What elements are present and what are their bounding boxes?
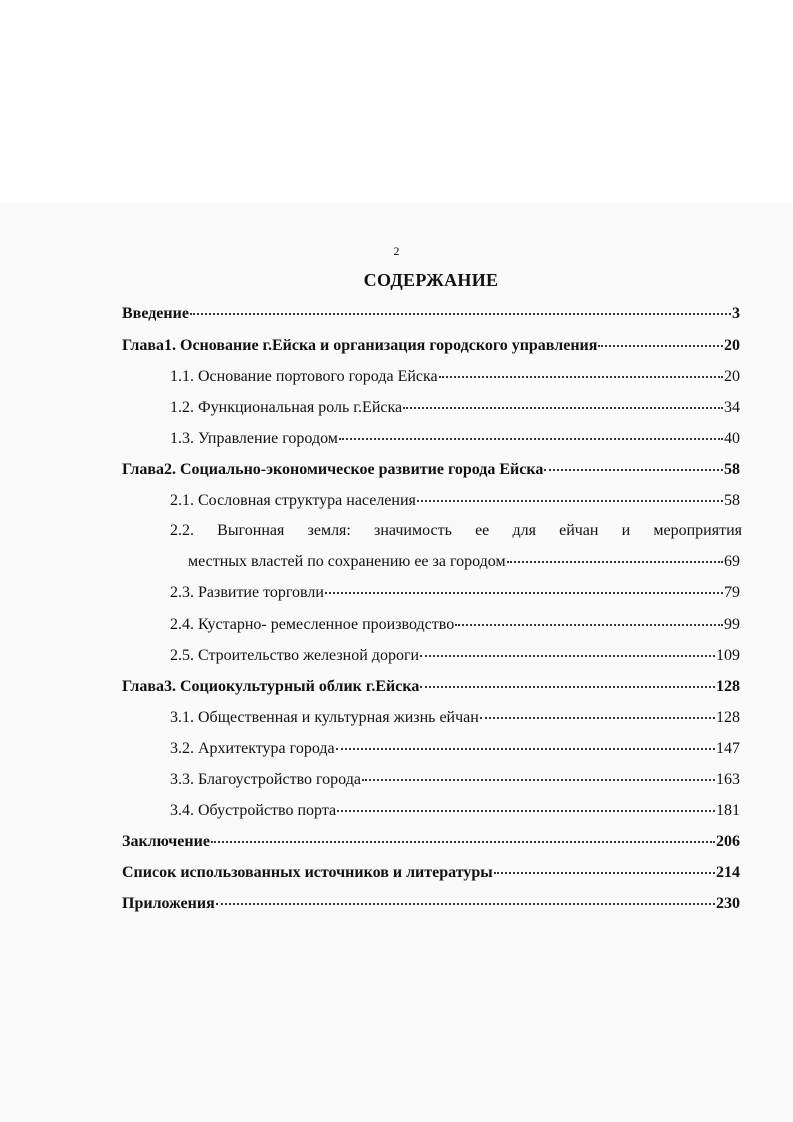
dot-leader: [420, 655, 715, 657]
toc-entry-page: 3: [732, 305, 740, 322]
toc-entry-2-4: [170, 613, 740, 637]
dot-leader: [362, 779, 715, 781]
dot-leader: [420, 686, 715, 688]
toc-entry-bibliography: [122, 861, 740, 885]
toc-entry-page: 109: [716, 647, 740, 664]
toc-entry-page: 214: [716, 864, 740, 881]
toc-entry-page: 69: [724, 553, 740, 570]
dot-leader: [480, 717, 715, 719]
page-number: 2: [393, 244, 400, 258]
dot-leader: [337, 810, 715, 812]
toc-entry-label: 2.4. Кустарно- ремесленное производство: [170, 616, 455, 633]
toc-entry-page: 128: [716, 709, 740, 726]
dot-leader: [336, 748, 715, 750]
toc-entry-appendices: [122, 892, 740, 916]
dot-leader: [211, 841, 715, 843]
dot-leader: [216, 903, 715, 905]
dot-leader: [598, 345, 723, 347]
toc-entry-3-2: [170, 737, 740, 761]
toc-entry-label: Глава2. Социально-экономическое развитие города Ейска: [122, 461, 544, 478]
toc-entry-label: Приложения: [122, 895, 215, 912]
toc-entry-chapter-1: [122, 334, 740, 358]
toc-entry-label: 3.1. Общественная и культурная жизнь ейчан: [170, 709, 479, 726]
toc-entry-3-4: [170, 799, 740, 823]
toc-entry-label: 3.4. Обустройство порта: [170, 802, 337, 819]
toc-entry-label: 1.1. Основание портового города Ейска: [170, 368, 438, 385]
toc-entry-page: 128: [716, 678, 740, 695]
dot-leader: [325, 592, 723, 594]
dot-leader: [544, 469, 723, 471]
toc-entry-label: 1.3. Управление городом: [170, 430, 338, 447]
toc-entry-conclusion: [122, 830, 740, 854]
toc-entry-page: 34: [724, 399, 740, 416]
toc-entry-page: 20: [724, 368, 740, 385]
toc-entry-chapter-3: [122, 675, 740, 699]
toc-entry-2-3: [170, 581, 740, 605]
dot-leader: [494, 872, 715, 874]
toc-entry-label: Глава1. Основание г.Ейска и организация городского управления: [122, 337, 598, 354]
toc-entry-label: 2.3. Развитие торговли: [170, 584, 324, 601]
toc-entry-2-2-first-line: [170, 519, 742, 543]
toc-entry-label: 2.5. Строительство железной дороги: [170, 647, 420, 664]
toc-entry-label: Введение: [122, 305, 189, 322]
toc-entry-2-5: [170, 644, 740, 668]
toc-entry-page: 79: [724, 584, 740, 601]
toc-entry-page: 40: [724, 430, 740, 447]
toc-entry-page: 99: [724, 616, 740, 633]
toc-entry-page: 230: [716, 895, 740, 912]
dot-leader: [439, 376, 723, 378]
dot-leader: [190, 313, 731, 315]
toc-entry-page: 58: [724, 461, 740, 478]
toc-entry-1-2: [170, 396, 740, 420]
toc-title: СОДЕРЖАНИЕ: [363, 270, 499, 290]
toc-entry-chapter-2: [122, 458, 740, 482]
toc-entry-label: Список использованных источников и литературы: [122, 864, 493, 881]
dot-leader: [455, 624, 723, 626]
toc-entry-label: 2.2. Выгонная земля: значимость ее для ейчан и мероприятия: [170, 522, 742, 539]
toc-entry-label: Глава3. Социокультурный облик г.Ейска: [122, 678, 420, 695]
toc-entry-3-3: [170, 768, 740, 792]
toc-entry-page: 20: [724, 337, 740, 354]
dot-leader: [417, 500, 723, 502]
toc-entry-page: 147: [716, 740, 740, 757]
toc-entry-label: 1.2. Функциональная роль г.Ейска: [170, 399, 403, 416]
dot-leader: [507, 561, 723, 563]
toc-entry-label-continued: местных властей по сохранению ее за городом: [188, 553, 506, 570]
toc-entry-label: 3.3. Благоустройство города: [170, 771, 361, 788]
toc-entry-3-1: [170, 706, 740, 730]
toc-entry-1-1: [170, 365, 740, 389]
toc-entry-2-1: [170, 489, 740, 513]
toc-entry-page: 58: [724, 492, 740, 509]
toc-entry-label: Заключение: [122, 833, 210, 850]
toc-entry-page: 181: [716, 802, 740, 819]
toc-entry-label: 2.1. Сословная структура населения: [170, 492, 416, 509]
toc-entry-page: 206: [716, 833, 740, 850]
toc-entry-label: 3.2. Архитектура города: [170, 740, 335, 757]
toc-entry-page: 163: [716, 771, 740, 788]
toc-entry-introduction: [122, 302, 740, 326]
dot-leader: [403, 407, 723, 409]
dot-leader: [339, 438, 723, 440]
toc-entry-2-2: [188, 550, 740, 574]
toc-entry-1-3: [170, 427, 740, 451]
